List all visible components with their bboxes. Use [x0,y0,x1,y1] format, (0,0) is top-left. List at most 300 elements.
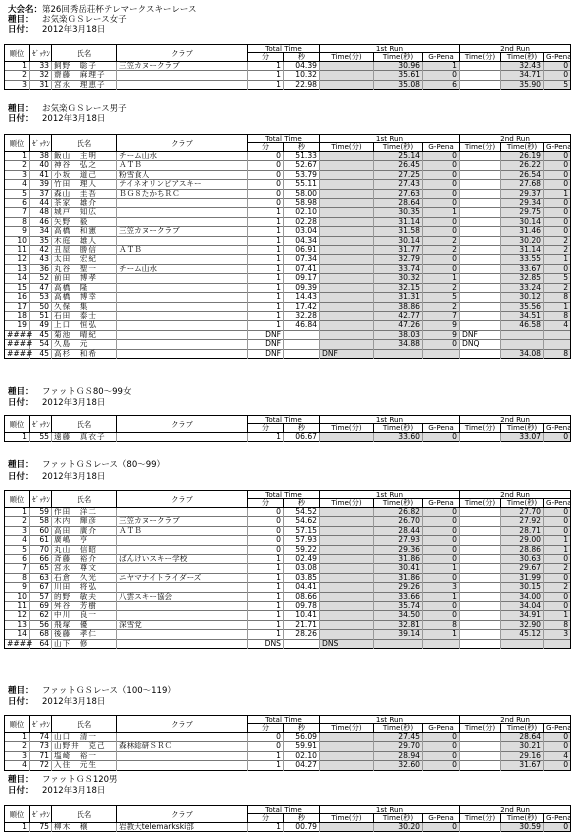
col-total-min-header: 分 [248,53,284,62]
cell-r1m [320,80,374,89]
cell-ts: 08.66 [284,592,320,601]
cell-tm: DNS [248,639,284,648]
cell-r2p: 0 [544,592,571,601]
cell-rank: 13 [5,620,30,629]
cell-r1p: 0 [423,733,460,742]
category-key: 種目： [8,15,34,25]
cell-r1m [320,255,374,264]
cell-r1p: 1 [423,208,460,217]
cell-r2s: 31.46 [501,227,544,236]
cell-club [117,639,248,648]
cell-r1p: 5 [423,293,460,302]
cell-rank: 1 [5,433,30,442]
date-line [8,398,105,408]
col-name-header: 氏名 [52,806,117,823]
cell-ts: 10.41 [284,611,320,620]
cell-r1s: 27.63 [374,189,423,198]
table-row [5,630,571,639]
cell-name: 飼野 聡子 [52,62,117,71]
cell-r2s: 28.71 [501,526,544,535]
cell-club [117,199,248,208]
cell-r2p: 8 [544,349,571,358]
table-row [5,180,571,189]
cell-r1m [320,199,374,208]
cell-r1p: 0 [423,227,460,236]
col-total-min-header: 分 [248,143,284,152]
cell-r2p: 0 [544,71,571,80]
cell-r1p: 8 [423,620,460,629]
cell-club [117,208,248,217]
cell-ts: 54.62 [284,517,320,526]
cell-r2s: 34.04 [501,602,544,611]
cell-r1m [320,152,374,161]
cell-r2p: 5 [544,274,571,283]
cell-ts: 09.17 [284,274,320,283]
cell-tm: 0 [248,170,284,179]
cell-r2p: 4 [544,321,571,330]
cell-bib: 69 [30,602,52,611]
cell-ts: 03.85 [284,573,320,582]
cell-r2p: 0 [544,573,571,582]
col-run1-sec-header: Time(秒) [374,424,423,433]
cell-tm: 1 [248,564,284,573]
cell-r1s: 29.36 [374,545,423,554]
cell-r2p: 0 [544,217,571,226]
cell-ts: 51.33 [284,152,320,161]
cell-r2m [460,274,501,283]
event-name-line [8,5,196,15]
cell-r2p: 4 [544,751,571,760]
cell-tm: 1 [248,311,284,320]
cell-r1s: 31.77 [374,246,423,255]
cell-r2p: 8 [544,293,571,302]
cell-r1m [320,761,374,770]
category-name: ファットＧＳレース（80～99） [42,460,166,470]
col-total-sec-header: 秒 [284,499,320,508]
col-run2-min-header: Time(分) [460,499,501,508]
date-value: 2012年3月18日 [42,786,106,796]
cell-r1s: 26.82 [374,508,423,517]
cell-r2s: 30.12 [501,293,544,302]
cell-club [117,71,248,80]
cell-r1p: 0 [423,611,460,620]
col-total-header: Total Time [248,135,320,143]
col-run2-header: 2nd Run [460,135,571,143]
cell-r1p: 0 [423,170,460,179]
cell-name: 斉藤 裕介 [52,555,117,564]
category-line [8,15,127,25]
cell-r1s: 38.86 [374,302,423,311]
cell-r2p: 0 [544,227,571,236]
cell-name: 宮永 理恵子 [52,80,117,89]
cell-rank: 8 [5,217,30,226]
cell-r2m [460,545,501,554]
cell-r2p: 1 [544,611,571,620]
cell-r2s: 33.55 [501,255,544,264]
cell-r1p: 2 [423,283,460,292]
cell-ts: 06.91 [284,246,320,255]
cell-r1m [320,545,374,554]
cell-r1s: 39.14 [374,630,423,639]
cell-name: 山野井 克己 [52,742,117,751]
cell-club: ニヤマナイトライダーズ [117,573,248,582]
cell-r1m [320,526,374,535]
cell-bib: 35 [30,236,52,245]
col-run2-sec-header: Time(秒) [501,143,544,152]
cell-rank: 14 [5,630,30,639]
cell-r1p: 0 [423,161,460,170]
cell-r1s: 42.77 [374,311,423,320]
cell-r2m [460,555,501,564]
cell-rank: 9 [5,227,30,236]
cell-tm: 1 [248,620,284,629]
table-row [5,80,571,89]
cell-r1m [320,274,374,283]
cell-r2m [460,433,501,442]
cell-r1m [320,311,374,320]
cell-r2p: 2 [544,246,571,255]
cell-r1s: 34.88 [374,340,423,349]
cell-club [117,630,248,639]
cell-r1s: 31.31 [374,293,423,302]
cell-name: 川田 将弘 [52,583,117,592]
cell-tm: 1 [248,555,284,564]
cell-r2s: 30.59 [501,823,544,832]
col-rank-header: 順位 [5,135,30,152]
cell-r2p: 0 [544,508,571,517]
cell-r1p: 0 [423,536,460,545]
cell-ts: 57.93 [284,536,320,545]
cell-bib: 38 [30,152,52,161]
cell-r1m [320,611,374,620]
cell-r1s: 29.70 [374,742,423,751]
cell-club [117,611,248,620]
cell-rank: 4 [5,536,30,545]
cell-r1s: 31.58 [374,227,423,236]
cell-r1m [320,630,374,639]
cell-r1p: 0 [423,742,460,751]
cell-name: 丸山 信昭 [52,545,117,554]
cell-name: 茶家 雄介 [52,199,117,208]
cell-tm: 1 [248,433,284,442]
cell-r1p: 1 [423,630,460,639]
cell-club: 深雪党 [117,620,248,629]
cell-tm: 0 [248,161,284,170]
cell-name: 石倉 久光 [52,573,117,582]
cell-r2s: 29.34 [501,199,544,208]
table-row [5,742,571,751]
cell-club [117,293,248,302]
cell-r1p: 0 [423,340,460,349]
cell-r1s: 30.14 [374,236,423,245]
cell-rank: #### [5,340,30,349]
cell-tm: DNF [248,340,284,349]
cell-r2m [460,751,501,760]
cell-tm: 1 [248,823,284,832]
cell-r2s: 32.85 [501,274,544,283]
cell-ts [284,349,320,358]
cell-r2m: DNF [460,330,501,339]
cell-bib: 34 [30,227,52,236]
results-table [4,415,571,442]
cell-name: 菊池 晴紀 [52,330,117,339]
col-name-header: 氏名 [52,416,117,433]
cell-r1m [320,236,374,245]
col-run2-sec-header: Time(秒) [501,424,544,433]
cell-r1s: 27.93 [374,536,423,545]
cell-name: 飛塚 優 [52,620,117,629]
cell-ts: 06.67 [284,433,320,442]
col-rank-header: 順位 [5,716,30,733]
cell-r2s: 45.12 [501,630,544,639]
cell-name: 作田 洋二 [52,508,117,517]
cell-tm: 1 [248,611,284,620]
col-bib-header: ｾﾞｯｹﾝ [30,491,52,508]
cell-name: 石田 泰士 [52,311,117,320]
cell-r2p: 0 [544,761,571,770]
cell-r2m [460,733,501,742]
cell-r1s: 31.86 [374,573,423,582]
cell-rank: #### [5,349,30,358]
cell-r2m [460,517,501,526]
cell-ts: 02.28 [284,217,320,226]
cell-bib: 56 [30,620,52,629]
col-total-header: Total Time [248,45,320,53]
cell-rank: 9 [5,583,30,592]
cell-r2m [460,293,501,302]
cell-r1m: DNS [320,639,374,648]
cell-r1s: 28.64 [374,199,423,208]
cell-r1p: 3 [423,583,460,592]
cell-club: チーム山水 [117,264,248,273]
cell-rank: 18 [5,311,30,320]
cell-r1m: DNF [320,349,374,358]
col-run1-header: 1st Run [320,716,460,724]
cell-r1p: 0 [423,433,460,442]
cell-r2p: 0 [544,823,571,832]
cell-r1s: 25.14 [374,152,423,161]
cell-r1p: 0 [423,517,460,526]
cell-r1m [320,517,374,526]
date-line [8,472,105,482]
cell-r2m: DNQ [460,340,501,349]
table-row [5,639,571,648]
col-run1-pena-header: G-Pena [423,53,460,62]
cell-r1s: 35.74 [374,602,423,611]
date-value: 2012年3月18日 [42,697,106,707]
cell-rank: 13 [5,264,30,273]
cell-r2p: 0 [544,264,571,273]
cell-r2s: 31.14 [501,246,544,255]
col-club-header: クラブ [117,716,248,733]
cell-r2s: 33.07 [501,433,544,442]
cell-ts: 03.04 [284,227,320,236]
col-run1-pena-header: G-Pena [423,724,460,733]
cell-club: 八雲スキー協会 [117,592,248,601]
cell-r1s: 32.15 [374,283,423,292]
col-bib-header: ｾﾞｯｹﾝ [30,416,52,433]
category-name: ファットＧＳ80～99女 [42,387,132,397]
cell-club: 岩教大telemarkski部 [117,823,248,832]
cell-tm: 1 [248,573,284,582]
date-key: 日付： [8,25,34,35]
cell-r1s: 27.43 [374,180,423,189]
cell-bib: 31 [30,80,52,89]
cell-tm: 0 [248,508,284,517]
cell-r1p: 0 [423,152,460,161]
col-run2-header: 2nd Run [460,416,571,424]
cell-tm: 1 [248,751,284,760]
cell-name: 森山 圭吾 [52,189,117,198]
cell-tm: 1 [248,246,284,255]
cell-r2s: 29.75 [501,208,544,217]
cell-bib: 74 [30,733,52,742]
cell-r1m [320,161,374,170]
cell-r1s: 29.26 [374,583,423,592]
table-row [5,611,571,620]
col-rank-header: 順位 [5,491,30,508]
category-line [8,686,176,696]
col-run2-min-header: Time(分) [460,724,501,733]
col-club-header: クラブ [117,135,248,152]
cell-r2p: 0 [544,742,571,751]
cell-r2p: 0 [544,555,571,564]
date-line [8,25,105,35]
cell-tm: 1 [248,217,284,226]
cell-bib: 62 [30,611,52,620]
cell-r1m [320,555,374,564]
cell-r2p: 0 [544,62,571,71]
cell-r1p: 0 [423,545,460,554]
category-name: ファットＧＳレース（100～119） [42,686,176,696]
cell-name: 上口 恒弘 [52,321,117,330]
col-total-min-header: 分 [248,424,284,433]
cell-r2p: 5 [544,80,571,89]
cell-r1s: 30.32 [374,274,423,283]
cell-r2m [460,602,501,611]
cell-tm: 0 [248,180,284,189]
cell-r1s: 33.74 [374,264,423,273]
cell-tm: 0 [248,742,284,751]
cell-r1m [320,433,374,442]
cell-rank: 3 [5,170,30,179]
cell-r2s: 31.99 [501,573,544,582]
col-run1-min-header: Time(分) [320,814,374,823]
col-rank-header: 順位 [5,45,30,62]
cell-bib: 75 [30,823,52,832]
cell-r2m [460,255,501,264]
cell-tm: 1 [248,264,284,273]
cell-club: 三笠カヌークラブ [117,517,248,526]
cell-r1s: 26.45 [374,161,423,170]
cell-ts: 46.84 [284,321,320,330]
cell-tm: 0 [248,152,284,161]
cell-r2p: 0 [544,526,571,535]
cell-bib: 43 [30,255,52,264]
date-key: 日付： [8,472,34,482]
cell-tm: 1 [248,583,284,592]
category-name: お気楽ＧＳレース男子 [42,104,127,114]
cell-r1m [320,592,374,601]
table-row [5,255,571,264]
cell-r2m [460,170,501,179]
cell-rank: 4 [5,761,30,770]
cell-r2p: 1 [544,255,571,264]
col-run2-header: 2nd Run [460,806,571,814]
col-total-sec-header: 秒 [284,724,320,733]
cell-r1s: 30.41 [374,564,423,573]
cell-club [117,321,248,330]
col-run2-header: 2nd Run [460,45,571,53]
cell-r1m [320,583,374,592]
cell-name: 中川 良一 [52,611,117,620]
cell-r2s: 28.64 [501,733,544,742]
cell-ts: 02.10 [284,751,320,760]
cell-r2p: 8 [544,311,571,320]
cell-r2s: 27.68 [501,180,544,189]
cell-r2s [501,330,544,339]
cell-bib: 59 [30,508,52,517]
table-row [5,321,571,330]
cell-club: 粉雪食人 [117,170,248,179]
cell-r1m [320,302,374,311]
cell-rank: 2 [5,71,30,80]
cell-rank: 5 [5,545,30,554]
cell-r2m [460,620,501,629]
cell-club [117,302,248,311]
cell-r2s: 29.00 [501,536,544,545]
table-row [5,761,571,770]
cell-tm: 1 [248,236,284,245]
cell-bib: 32 [30,71,52,80]
cell-r1p: 1 [423,592,460,601]
cell-bib: 40 [30,161,52,170]
cell-r2m [460,761,501,770]
cell-r2m [460,573,501,582]
cell-r2m [460,180,501,189]
cell-r1m [320,62,374,71]
cell-r2s: 35.90 [501,80,544,89]
col-run1-min-header: Time(分) [320,424,374,433]
cell-r2s: 26.54 [501,170,544,179]
cell-tm: 0 [248,526,284,535]
cell-r1s: 30.35 [374,208,423,217]
cell-rank: 12 [5,255,30,264]
cell-r2p: 1 [544,545,571,554]
cell-rank: 1 [5,152,30,161]
cell-r1p: 0 [423,761,460,770]
cell-bib: 45 [30,349,52,358]
cell-bib: 44 [30,199,52,208]
table-row [5,340,571,349]
cell-r1s [374,349,423,358]
cell-r2s: 29.37 [501,189,544,198]
col-run1-min-header: Time(分) [320,724,374,733]
event-name: 第26回秀岳荘杯テレマークスキーレース [42,5,197,15]
cell-name: 山下 修 [52,639,117,648]
cell-ts: 14.43 [284,293,320,302]
col-run1-pena-header: G-Pena [423,499,460,508]
cell-ts: 04.41 [284,583,320,592]
cell-r2p: 0 [544,161,571,170]
col-bib-header: ｾﾞｯｹﾝ [30,135,52,152]
date-value: 2012年3月18日 [42,114,106,124]
cell-r1m [320,742,374,751]
cell-ts: 59.91 [284,742,320,751]
table-row [5,274,571,283]
category-line [8,775,118,785]
cell-r1p: 2 [423,302,460,311]
